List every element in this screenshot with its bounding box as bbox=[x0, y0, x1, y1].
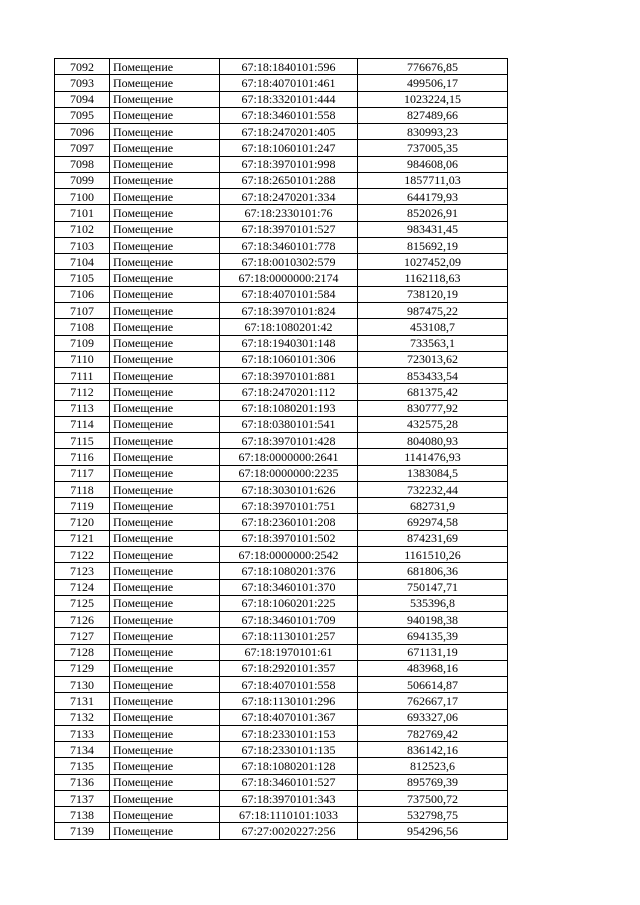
cadastral-number-cell: 67:18:1060201:225 bbox=[220, 595, 358, 611]
table-row bbox=[55, 335, 508, 351]
object-type-cell: Помещение bbox=[110, 91, 220, 107]
object-type-cell: Помещение bbox=[110, 742, 220, 758]
table-row bbox=[55, 107, 508, 123]
row-number-cell: 7100 bbox=[55, 189, 110, 205]
object-type-cell: Помещение bbox=[110, 530, 220, 546]
object-type-cell: Помещение bbox=[110, 189, 220, 205]
cadastral-number-cell: 67:18:2330101:153 bbox=[220, 725, 358, 741]
row-number-cell: 7123 bbox=[55, 563, 110, 579]
table-row bbox=[55, 774, 508, 790]
row-number-cell: 7130 bbox=[55, 677, 110, 693]
row-number-cell: 7131 bbox=[55, 693, 110, 709]
value-cell: 984608,06 bbox=[358, 156, 508, 172]
row-number-cell: 7135 bbox=[55, 758, 110, 774]
row-number-cell: 7127 bbox=[55, 628, 110, 644]
value-cell: 1383084,5 bbox=[358, 465, 508, 481]
row-number-cell: 7114 bbox=[55, 416, 110, 432]
table-row bbox=[55, 91, 508, 107]
row-number-cell: 7133 bbox=[55, 725, 110, 741]
cadastral-number-cell: 67:18:4070101:461 bbox=[220, 75, 358, 91]
row-number-cell: 7132 bbox=[55, 709, 110, 725]
object-type-cell: Помещение bbox=[110, 286, 220, 302]
object-type-cell: Помещение bbox=[110, 140, 220, 156]
object-type-cell: Помещение bbox=[110, 416, 220, 432]
value-cell: 1023224,15 bbox=[358, 91, 508, 107]
cadastral-number-cell: 67:18:4070101:584 bbox=[220, 286, 358, 302]
object-type-cell: Помещение bbox=[110, 465, 220, 481]
object-type-cell: Помещение bbox=[110, 59, 220, 75]
cadastral-number-cell: 67:18:0000000:2542 bbox=[220, 546, 358, 562]
object-type-cell: Помещение bbox=[110, 302, 220, 318]
value-cell: 738120,19 bbox=[358, 286, 508, 302]
cadastral-number-cell: 67:18:4070101:367 bbox=[220, 709, 358, 725]
value-cell: 432575,28 bbox=[358, 416, 508, 432]
object-type-cell: Помещение bbox=[110, 400, 220, 416]
object-type-cell: Помещение bbox=[110, 449, 220, 465]
row-number-cell: 7104 bbox=[55, 254, 110, 270]
table-row bbox=[55, 563, 508, 579]
table-row bbox=[55, 628, 508, 644]
value-cell: 776676,85 bbox=[358, 59, 508, 75]
value-cell: 681375,42 bbox=[358, 384, 508, 400]
table-row bbox=[55, 579, 508, 595]
row-number-cell: 7110 bbox=[55, 351, 110, 367]
object-type-cell: Помещение bbox=[110, 172, 220, 188]
value-cell: 830777,92 bbox=[358, 400, 508, 416]
value-cell: 737500,72 bbox=[358, 790, 508, 806]
object-type-cell: Помещение bbox=[110, 498, 220, 514]
table-row bbox=[55, 124, 508, 140]
cadastral-number-cell: 67:18:0000000:2174 bbox=[220, 270, 358, 286]
value-cell: 671131,19 bbox=[358, 644, 508, 660]
cadastral-number-cell: 67:18:3320101:444 bbox=[220, 91, 358, 107]
cadastral-number-cell: 67:18:1060101:306 bbox=[220, 351, 358, 367]
value-cell: 693327,06 bbox=[358, 709, 508, 725]
table-row bbox=[55, 790, 508, 806]
table-row bbox=[55, 514, 508, 530]
value-cell: 987475,22 bbox=[358, 302, 508, 318]
value-cell: 644179,93 bbox=[358, 189, 508, 205]
row-number-cell: 7101 bbox=[55, 205, 110, 221]
value-cell: 852026,91 bbox=[358, 205, 508, 221]
row-number-cell: 7121 bbox=[55, 530, 110, 546]
value-cell: 853433,54 bbox=[358, 368, 508, 384]
object-type-cell: Помещение bbox=[110, 595, 220, 611]
row-number-cell: 7099 bbox=[55, 172, 110, 188]
table-row bbox=[55, 807, 508, 823]
cadastral-number-cell: 67:18:4070101:558 bbox=[220, 677, 358, 693]
value-cell: 499506,17 bbox=[358, 75, 508, 91]
value-cell: 535396,8 bbox=[358, 595, 508, 611]
table-row bbox=[55, 709, 508, 725]
row-number-cell: 7096 bbox=[55, 124, 110, 140]
cadastral-number-cell: 67:18:2650101:288 bbox=[220, 172, 358, 188]
table-row bbox=[55, 449, 508, 465]
table-row bbox=[55, 498, 508, 514]
object-type-cell: Помещение bbox=[110, 335, 220, 351]
object-type-cell: Помещение bbox=[110, 124, 220, 140]
object-type-cell: Помещение bbox=[110, 546, 220, 562]
value-cell: 782769,42 bbox=[358, 725, 508, 741]
object-type-cell: Помещение bbox=[110, 481, 220, 497]
cadastral-number-cell: 67:18:1080201:128 bbox=[220, 758, 358, 774]
table-row bbox=[55, 254, 508, 270]
object-type-cell: Помещение bbox=[110, 693, 220, 709]
value-cell: 983431,45 bbox=[358, 221, 508, 237]
row-number-cell: 7124 bbox=[55, 579, 110, 595]
value-cell: 815692,19 bbox=[358, 237, 508, 253]
value-cell: 830993,23 bbox=[358, 124, 508, 140]
table-row bbox=[55, 481, 508, 497]
cadastral-number-cell: 67:18:3460101:709 bbox=[220, 612, 358, 628]
cadastral-number-cell: 67:18:2470201:112 bbox=[220, 384, 358, 400]
row-number-cell: 7139 bbox=[55, 823, 110, 839]
cadastral-number-cell: 67:18:2330101:135 bbox=[220, 742, 358, 758]
object-type-cell: Помещение bbox=[110, 107, 220, 123]
table-row bbox=[55, 172, 508, 188]
value-cell: 1027452,09 bbox=[358, 254, 508, 270]
object-type-cell: Помещение bbox=[110, 205, 220, 221]
row-number-cell: 7095 bbox=[55, 107, 110, 123]
value-cell: 954296,56 bbox=[358, 823, 508, 839]
table-row bbox=[55, 823, 508, 839]
cadastral-number-cell: 67:18:3970101:881 bbox=[220, 368, 358, 384]
table-row bbox=[55, 725, 508, 741]
row-number-cell: 7098 bbox=[55, 156, 110, 172]
object-type-cell: Помещение bbox=[110, 368, 220, 384]
row-number-cell: 7097 bbox=[55, 140, 110, 156]
table-row bbox=[55, 693, 508, 709]
value-cell: 940198,38 bbox=[358, 612, 508, 628]
value-cell: 681806,36 bbox=[358, 563, 508, 579]
table-row bbox=[55, 286, 508, 302]
table-row bbox=[55, 270, 508, 286]
table-row bbox=[55, 660, 508, 676]
row-number-cell: 7119 bbox=[55, 498, 110, 514]
value-cell: 1857711,03 bbox=[358, 172, 508, 188]
row-number-cell: 7125 bbox=[55, 595, 110, 611]
row-number-cell: 7116 bbox=[55, 449, 110, 465]
cadastral-number-cell: 67:18:0380101:541 bbox=[220, 416, 358, 432]
cadastral-number-cell: 67:18:2360101:208 bbox=[220, 514, 358, 530]
value-cell: 692974,58 bbox=[358, 514, 508, 530]
table-row bbox=[55, 75, 508, 91]
row-number-cell: 7126 bbox=[55, 612, 110, 628]
value-cell: 694135,39 bbox=[358, 628, 508, 644]
value-cell: 506614,87 bbox=[358, 677, 508, 693]
object-type-cell: Помещение bbox=[110, 270, 220, 286]
object-type-cell: Помещение bbox=[110, 612, 220, 628]
cadastral-number-cell: 67:18:3030101:626 bbox=[220, 481, 358, 497]
cadastral-number-cell: 67:18:1940301:148 bbox=[220, 335, 358, 351]
value-cell: 750147,71 bbox=[358, 579, 508, 595]
cadastral-number-cell: 67:18:2920101:357 bbox=[220, 660, 358, 676]
value-cell: 453108,7 bbox=[358, 319, 508, 335]
table-row bbox=[55, 205, 508, 221]
cadastral-number-cell: 67:18:3970101:527 bbox=[220, 221, 358, 237]
row-number-cell: 7136 bbox=[55, 774, 110, 790]
object-type-cell: Помещение bbox=[110, 790, 220, 806]
object-type-cell: Помещение bbox=[110, 221, 220, 237]
row-number-cell: 7108 bbox=[55, 319, 110, 335]
object-type-cell: Помещение bbox=[110, 628, 220, 644]
value-cell: 827489,66 bbox=[358, 107, 508, 123]
row-number-cell: 7115 bbox=[55, 433, 110, 449]
table-row bbox=[55, 351, 508, 367]
object-type-cell: Помещение bbox=[110, 758, 220, 774]
table-row bbox=[55, 400, 508, 416]
object-type-cell: Помещение bbox=[110, 156, 220, 172]
row-number-cell: 7137 bbox=[55, 790, 110, 806]
table-row bbox=[55, 156, 508, 172]
object-type-cell: Помещение bbox=[110, 75, 220, 91]
cadastral-number-cell: 67:18:0000000:2235 bbox=[220, 465, 358, 481]
cadastral-number-cell: 67:18:0000000:2641 bbox=[220, 449, 358, 465]
row-number-cell: 7093 bbox=[55, 75, 110, 91]
cadastral-number-cell: 67:18:0010302:579 bbox=[220, 254, 358, 270]
table-row bbox=[55, 530, 508, 546]
table-row bbox=[55, 416, 508, 432]
value-cell: 483968,16 bbox=[358, 660, 508, 676]
table-row bbox=[55, 140, 508, 156]
cadastral-number-cell: 67:18:3970101:824 bbox=[220, 302, 358, 318]
table-row bbox=[55, 59, 508, 75]
value-cell: 1141476,93 bbox=[358, 449, 508, 465]
cadastral-number-cell: 67:18:3460101:527 bbox=[220, 774, 358, 790]
cadastral-number-cell: 67:18:3460101:778 bbox=[220, 237, 358, 253]
cadastral-number-cell: 67:18:2470201:405 bbox=[220, 124, 358, 140]
value-cell: 804080,93 bbox=[358, 433, 508, 449]
table-row bbox=[55, 465, 508, 481]
table-row bbox=[55, 546, 508, 562]
row-number-cell: 7120 bbox=[55, 514, 110, 530]
cadastral-number-cell: 67:18:2330101:76 bbox=[220, 205, 358, 221]
object-type-cell: Помещение bbox=[110, 514, 220, 530]
object-type-cell: Помещение bbox=[110, 563, 220, 579]
row-number-cell: 7094 bbox=[55, 91, 110, 107]
object-type-cell: Помещение bbox=[110, 823, 220, 839]
table-row bbox=[55, 384, 508, 400]
table-row bbox=[55, 758, 508, 774]
value-cell: 812523,6 bbox=[358, 758, 508, 774]
row-number-cell: 7109 bbox=[55, 335, 110, 351]
cadastral-number-cell: 67:18:3460101:558 bbox=[220, 107, 358, 123]
cadastral-number-cell: 67:18:3970101:998 bbox=[220, 156, 358, 172]
value-cell: 723013,62 bbox=[358, 351, 508, 367]
cadastral-number-cell: 67:18:3970101:751 bbox=[220, 498, 358, 514]
table-row bbox=[55, 237, 508, 253]
row-number-cell: 7112 bbox=[55, 384, 110, 400]
cadastral-number-cell: 67:18:1080201:193 bbox=[220, 400, 358, 416]
row-number-cell: 7106 bbox=[55, 286, 110, 302]
cadastral-number-cell: 67:18:1970101:61 bbox=[220, 644, 358, 660]
value-cell: 532798,75 bbox=[358, 807, 508, 823]
table-row bbox=[55, 189, 508, 205]
row-number-cell: 7122 bbox=[55, 546, 110, 562]
table-row bbox=[55, 319, 508, 335]
table-row bbox=[55, 433, 508, 449]
row-number-cell: 7111 bbox=[55, 368, 110, 384]
table-row bbox=[55, 742, 508, 758]
value-cell: 732232,44 bbox=[358, 481, 508, 497]
row-number-cell: 7117 bbox=[55, 465, 110, 481]
value-cell: 682731,9 bbox=[358, 498, 508, 514]
row-number-cell: 7128 bbox=[55, 644, 110, 660]
value-cell: 737005,35 bbox=[358, 140, 508, 156]
cadastral-number-cell: 67:18:3970101:502 bbox=[220, 530, 358, 546]
row-number-cell: 7092 bbox=[55, 59, 110, 75]
object-type-cell: Помещение bbox=[110, 254, 220, 270]
value-cell: 733563,1 bbox=[358, 335, 508, 351]
table-row bbox=[55, 302, 508, 318]
object-type-cell: Помещение bbox=[110, 644, 220, 660]
row-number-cell: 7103 bbox=[55, 237, 110, 253]
object-type-cell: Помещение bbox=[110, 579, 220, 595]
cadastral-number-cell: 67:18:3970101:343 bbox=[220, 790, 358, 806]
row-number-cell: 7118 bbox=[55, 481, 110, 497]
row-number-cell: 7113 bbox=[55, 400, 110, 416]
registry-table-body bbox=[55, 59, 508, 840]
value-cell: 836142,16 bbox=[358, 742, 508, 758]
registry-table bbox=[54, 58, 508, 840]
table-row bbox=[55, 612, 508, 628]
object-type-cell: Помещение bbox=[110, 709, 220, 725]
table-row bbox=[55, 595, 508, 611]
cadastral-number-cell: 67:18:1130101:296 bbox=[220, 693, 358, 709]
value-cell: 874231,69 bbox=[358, 530, 508, 546]
object-type-cell: Помещение bbox=[110, 677, 220, 693]
value-cell: 762667,17 bbox=[358, 693, 508, 709]
value-cell: 895769,39 bbox=[358, 774, 508, 790]
object-type-cell: Помещение bbox=[110, 319, 220, 335]
object-type-cell: Помещение bbox=[110, 725, 220, 741]
object-type-cell: Помещение bbox=[110, 384, 220, 400]
table-row bbox=[55, 368, 508, 384]
cadastral-number-cell: 67:18:1080201:376 bbox=[220, 563, 358, 579]
row-number-cell: 7134 bbox=[55, 742, 110, 758]
cadastral-number-cell: 67:18:1060101:247 bbox=[220, 140, 358, 156]
cadastral-number-cell: 67:18:3970101:428 bbox=[220, 433, 358, 449]
row-number-cell: 7102 bbox=[55, 221, 110, 237]
row-number-cell: 7107 bbox=[55, 302, 110, 318]
row-number-cell: 7105 bbox=[55, 270, 110, 286]
cadastral-number-cell: 67:18:1840101:596 bbox=[220, 59, 358, 75]
object-type-cell: Помещение bbox=[110, 660, 220, 676]
object-type-cell: Помещение bbox=[110, 237, 220, 253]
row-number-cell: 7129 bbox=[55, 660, 110, 676]
table-row bbox=[55, 677, 508, 693]
object-type-cell: Помещение bbox=[110, 807, 220, 823]
table-row bbox=[55, 644, 508, 660]
object-type-cell: Помещение bbox=[110, 774, 220, 790]
value-cell: 1162118,63 bbox=[358, 270, 508, 286]
object-type-cell: Помещение bbox=[110, 433, 220, 449]
table-row bbox=[55, 221, 508, 237]
cadastral-number-cell: 67:27:0020227:256 bbox=[220, 823, 358, 839]
cadastral-number-cell: 67:18:1080201:42 bbox=[220, 319, 358, 335]
object-type-cell: Помещение bbox=[110, 351, 220, 367]
value-cell: 1161510,26 bbox=[358, 546, 508, 562]
cadastral-number-cell: 67:18:3460101:370 bbox=[220, 579, 358, 595]
cadastral-number-cell: 67:18:2470201:334 bbox=[220, 189, 358, 205]
cadastral-number-cell: 67:18:1110101:1033 bbox=[220, 807, 358, 823]
cadastral-number-cell: 67:18:1130101:257 bbox=[220, 628, 358, 644]
row-number-cell: 7138 bbox=[55, 807, 110, 823]
